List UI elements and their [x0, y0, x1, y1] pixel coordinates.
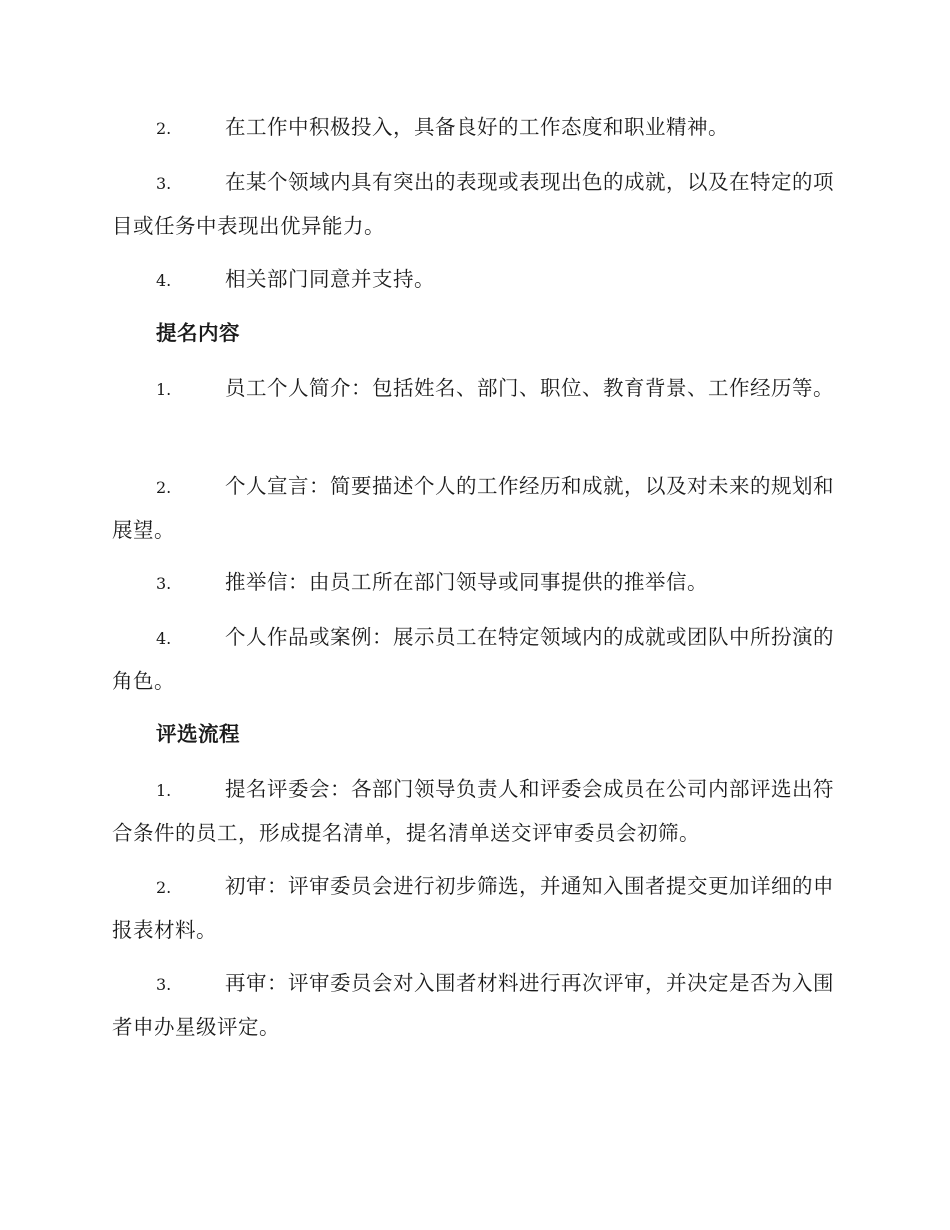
- list-number: 4.: [156, 271, 172, 290]
- list-item: [112, 768, 834, 854]
- list-item: [112, 161, 834, 247]
- list-item: [112, 258, 834, 302]
- section-heading-selection: 评选流程: [156, 722, 240, 746]
- list-item: [112, 465, 834, 551]
- list-number: 2.: [156, 119, 172, 138]
- list-text: 再审：评审委员会对入围者材料进行再次评审，并决定是否为入围者申办星级评定。: [112, 971, 834, 1039]
- list-text: 推举信：由员工所在部门领导或同事提供的推举信。: [225, 570, 708, 594]
- list-item: [112, 962, 834, 1048]
- list-item: [112, 865, 834, 951]
- list-number: 3.: [156, 574, 172, 593]
- list-text: 员工个人简介：包括姓名、部门、职位、教育背景、工作经历等。: [225, 376, 834, 400]
- list-text: 相关部门同意并支持。: [225, 267, 435, 291]
- list-number: 3.: [156, 174, 172, 193]
- list-item: [112, 367, 834, 411]
- list-number: 3.: [156, 975, 172, 994]
- list-number: 2.: [156, 878, 172, 897]
- list-text: 初审：评审委员会进行初步筛选，并通知入围者提交更加详细的申报表材料。: [112, 874, 834, 942]
- list-item: [112, 106, 834, 150]
- list-number: 4.: [156, 629, 172, 648]
- list-text: 在某个领域内具有突出的表现或表现出色的成就，以及在特定的项目或任务中表现出优异能力。: [112, 170, 834, 238]
- list-item: [112, 561, 834, 605]
- list-number: 2.: [156, 478, 172, 497]
- list-text: 个人宣言：简要描述个人的工作经历和成就，以及对未来的规划和展望。: [112, 474, 834, 542]
- list-text: 提名评委会：各部门领导负责人和评委会成员在公司内部评选出符合条件的员工，形成提名清单，提名清单送交评审委员会初筛。: [112, 777, 834, 845]
- section-heading-nomination: 提名内容: [156, 321, 240, 345]
- list-text: 在工作中积极投入，具备良好的工作态度和职业精神。: [225, 115, 729, 139]
- list-text: 个人作品或案例：展示员工在特定领域内的成就或团队中所扮演的角色。: [112, 625, 834, 693]
- list-item: [112, 616, 834, 702]
- list-number: 1.: [156, 781, 172, 800]
- list-number: 1.: [156, 380, 172, 399]
